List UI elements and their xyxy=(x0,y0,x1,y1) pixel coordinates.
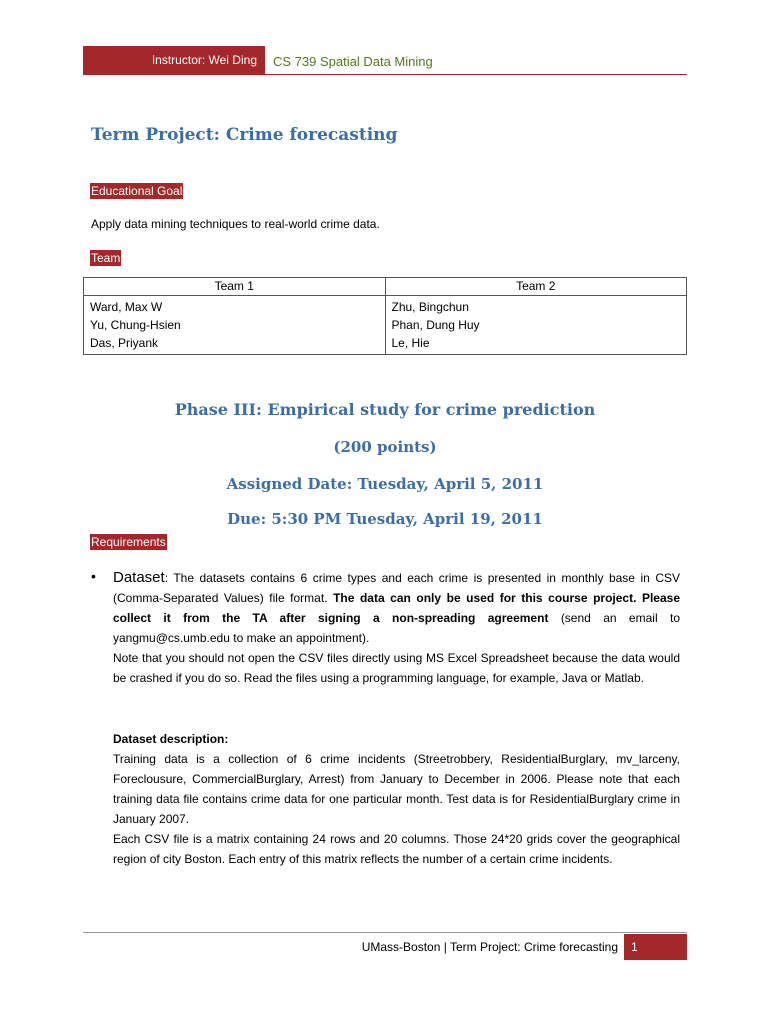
team-1-members xyxy=(84,296,386,355)
requirements-tag: Requirements xyxy=(91,535,166,549)
team-heading xyxy=(90,249,121,267)
team-member: Zhu, Bingchun xyxy=(391,300,469,314)
note-paragraph: Note that you should not open the CSV files directly using MS Excel Spreadsheet because the data would be crashed if you do so. Read the files using a programming language, for example, Java or Matlab. xyxy=(113,651,680,685)
description-section xyxy=(113,729,680,869)
team-tag: Team xyxy=(91,251,121,265)
assigned-date: Assigned Date: Tuesday, April 5, 2011 xyxy=(226,475,544,493)
phase-points: (200 points) xyxy=(333,438,437,456)
team-1-header: Team 1 xyxy=(84,278,386,296)
phase-title: Phase III: Empirical study for crime prediction xyxy=(174,400,596,419)
dataset-text-2: (send an email to yangmu@cs.umb.edu to make an appointment). xyxy=(113,611,680,645)
due-date: Due: 5:30 PM Tuesday, April 19, 2011 xyxy=(227,510,543,528)
requirements-heading xyxy=(90,533,167,551)
header-rule xyxy=(265,74,687,75)
header-instructor: Instructor: Wei Ding xyxy=(83,46,265,75)
educational-goal-heading xyxy=(90,182,183,200)
bullet-icon: • xyxy=(91,568,96,584)
dataset-section xyxy=(113,568,680,688)
description-heading: Dataset description: xyxy=(113,732,229,746)
dataset-label: Dataset xyxy=(113,569,165,586)
description-paragraph-1: Training data is a collection of 6 crime incidents (Streetrobbery, ResidentialBurglary, mv_larceny, Foreclousure, CommercialBurglary, Arrest) from January to December in 2006. Please note that each training data file contains crime data for one particular month. Test data is for ResidentialBurglary crime in January 2007. xyxy=(113,752,680,826)
page-number: 1 xyxy=(624,934,687,960)
footer-rule xyxy=(83,932,687,933)
team-member: Le, Hie xyxy=(391,336,430,350)
dataset-paragraph xyxy=(113,568,680,648)
team-member: Yu, Chung-Hsien xyxy=(90,318,181,332)
team-table xyxy=(83,277,687,355)
team-member: Phan, Dung Huy xyxy=(391,318,480,332)
description-paragraph-2: Each CSV file is a matrix containing 24 rows and 20 columns. Those 24*20 grids cover the geographical region of city Boston. Each entry of this matrix reflects the number of a certain crime incidents. xyxy=(113,832,680,866)
team-member: Das, Priyank xyxy=(90,336,159,350)
footer-text: UMass-Boston | Term Project: Crime forecasting xyxy=(361,940,618,954)
team-member: Ward, Max W xyxy=(90,300,163,314)
header-course: CS 739 Spatial Data Mining xyxy=(273,54,433,69)
team-2-header: Team 2 xyxy=(385,278,687,296)
educational-goal-text: Apply data mining techniques to real-world crime data. xyxy=(91,217,380,231)
document-title: Term Project: Crime forecasting xyxy=(91,125,398,145)
dataset-text-1: : The datasets contains 6 crime types and each crime is presented in monthly base in CSV (Comma-Separated Values) file format. xyxy=(113,571,680,605)
dataset-agreement: The data can only be used for this course project. Please collect it from the TA after signing a non-spreading agreement xyxy=(113,591,680,625)
team-2-members xyxy=(385,296,687,355)
educational-goal-tag: Educational Goal xyxy=(91,184,183,198)
